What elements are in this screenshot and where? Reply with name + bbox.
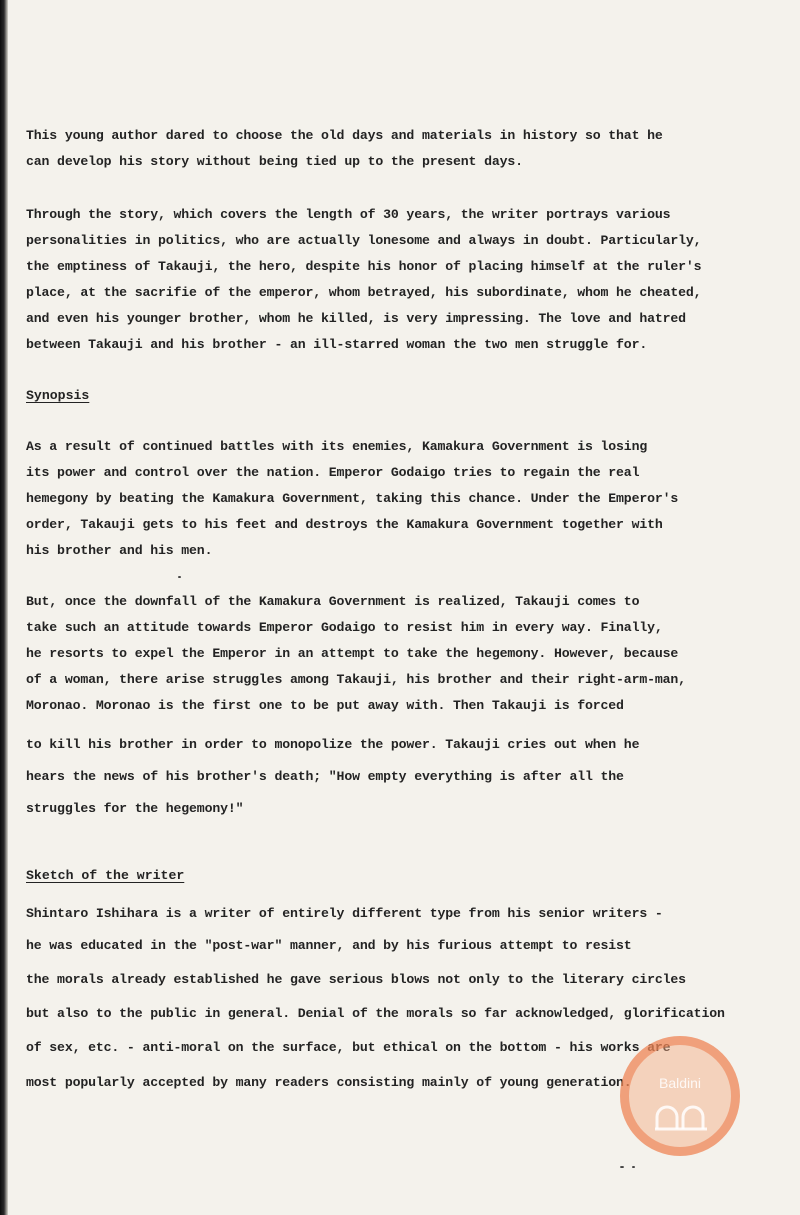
sketch-line: Shintaro Ishihara is a writer of entirely different type from his senior writers - <box>26 906 663 921</box>
sketch-line: most popularly accepted by many readers consisting mainly of young generation. <box>26 1075 632 1090</box>
paper-speck <box>632 1166 635 1168</box>
synopsis-line: take such an attitude towards Emperor Godaigo to resist him in every way. Finally, <box>26 620 663 635</box>
sketch-line: the morals already established he gave serious blows not only to the literary circles <box>26 972 686 987</box>
synopsis-heading: Synopsis <box>26 388 90 403</box>
sketch-line: of sex, etc. - anti-moral on the surface, but ethical on the bottom - his works are <box>26 1040 671 1055</box>
synopsis-line: hemegony by beating the Kamakura Government, taking this chance. Under the Emperor's <box>26 491 679 506</box>
synopsis-line: struggles for the hegemony!" <box>26 801 244 816</box>
paper-speck <box>620 1166 624 1168</box>
paper-speck <box>178 576 181 578</box>
review-line: between Takauji and his brother - an ill-starred woman the two men struggle for. <box>26 337 648 352</box>
synopsis-line: As a result of continued battles with its enemies, Kamakura Government is losing <box>26 439 648 454</box>
synopsis-line: of a woman, there arise struggles among Takauji, his brother and their right-arm-man, <box>26 672 686 687</box>
review-line: and even his younger brother, whom he killed, is very impressing. The love and hatred <box>26 311 686 326</box>
intro-line: This young author dared to choose the old days and materials in history so that he <box>26 128 663 143</box>
synopsis-line: But, once the downfall of the Kamakura Government is realized, Takauji comes to <box>26 594 640 609</box>
library-stamp-watermark <box>620 1036 740 1156</box>
synopsis-line: its power and control over the nation. Emperor Godaigo tries to regain the real <box>26 465 640 480</box>
synopsis-line: to kill his brother in order to monopolize the power. Takauji cries out when he <box>26 737 640 752</box>
sketch-heading: Sketch of the writer <box>26 868 185 883</box>
intro-line: can develop his story without being tied up to the present days. <box>26 154 523 169</box>
synopsis-line: Moronao. Moronao is the first one to be put away with. Then Takauji is forced <box>26 698 624 713</box>
review-line: Through the story, which covers the length of 30 years, the writer portrays various <box>26 207 671 222</box>
library-stamp-label: Baldini <box>658 1075 702 1091</box>
synopsis-line: order, Takauji gets to his feet and destroys the Kamakura Government together with <box>26 517 663 532</box>
synopsis-line: his brother and his men. <box>26 543 213 558</box>
review-line: place, at the sacrifie of the emperor, whom betrayed, his subordinate, whom he cheated, <box>26 285 702 300</box>
sketch-line: he was educated in the "post-war" manner, and by his furious attempt to resist <box>26 938 632 953</box>
review-line: the emptiness of Takauji, the hero, despite his honor of placing himself at the ruler's <box>26 259 702 274</box>
sketch-line: but also to the public in general. Denial of the morals so far acknowledged, glorification <box>26 1006 725 1021</box>
synopsis-line: he resorts to expel the Emperor in an attempt to take the hegemony. However, because <box>26 646 679 661</box>
book-arches-icon <box>655 1105 707 1131</box>
review-line: personalities in politics, who are actually lonesome and always in doubt. Particularly, <box>26 233 702 248</box>
synopsis-line: hears the news of his brother's death; "How empty everything is after all the <box>26 769 624 784</box>
